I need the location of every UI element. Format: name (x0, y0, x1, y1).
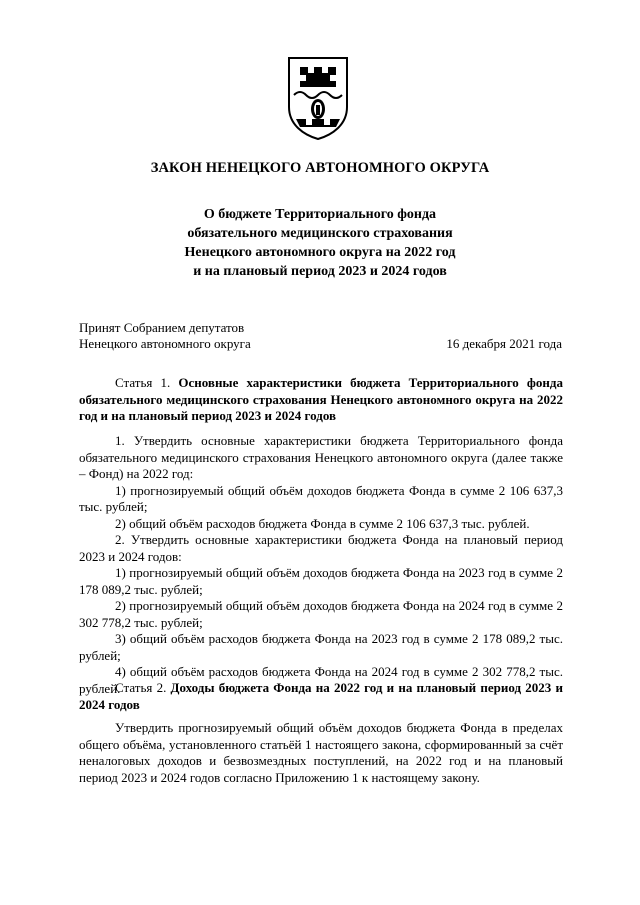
paragraph: 2) общий объём расходов бюджета Фонда в сумме 2 106 637,3 тыс. рублей. (115, 515, 530, 531)
subject-line: и на плановый период 2023 и 2024 годов (193, 264, 447, 279)
adoption-line: Ненецкого автономного округа (79, 336, 251, 351)
article-2-body (79, 720, 563, 786)
law-title: ЗАКОН НЕНЕЦКОГО АВТОНОМНОГО ОКРУГА (150, 160, 490, 176)
subject-line: обязательного медицинского страхования (187, 226, 453, 241)
adoption-line: Принят Собранием депутатов (79, 320, 245, 335)
adoption-info (79, 320, 251, 352)
paragraph: 2. Утвердить основные характеристики бюджета Фонда на плановый период 2023 и 2024 годов: (79, 532, 563, 564)
article-2-heading (79, 680, 563, 713)
article-label: Статья 1. (115, 375, 171, 390)
article-label: Статья 2. (115, 680, 167, 695)
paragraph: Утвердить прогнозируемый общий объём доходов бюджета Фонда в пределах общего объёма, установленного статьёй 1 настоящего закона, сформированный за счёт неналоговых доходов и безвозмездных поступлений, на 2022 год и на плановый период 2023 и 2024 годов согласно Приложению 1 к настоящему закону. (79, 720, 563, 785)
paragraph: 2) прогнозируемый общий объём доходов бюджета Фонда на 2024 год в сумме 2 302 778,2 тыс. рублей; (79, 598, 563, 630)
article-1-body (79, 433, 563, 697)
subject-line: Ненецкого автономного округа на 2022 год (184, 245, 456, 260)
coat-of-arms-emblem (286, 55, 350, 141)
article-title: Основные характеристики бюджета Территориального фонда обязательного медицинского страхования Ненецкого автономного округа на 2022 год и на плановый период 2023 и 2024 годов (79, 375, 563, 423)
subject-line: О бюджете Территориального фонда (203, 207, 437, 222)
article-title: Доходы бюджета Фонда на 2022 год и на плановый период 2023 и 2024 годов (79, 680, 563, 712)
adoption-date: 16 декабря 2021 года (446, 336, 562, 351)
article-1-heading (79, 375, 563, 425)
paragraph: 1) прогнозируемый общий объём доходов бюджета Фонда на 2023 год в сумме 2 178 089,2 тыс. рублей; (79, 565, 563, 597)
paragraph: 3) общий объём расходов бюджета Фонда на 2023 год в сумме 2 178 089,2 тыс. рублей; (79, 631, 563, 663)
paragraph: 4) общий объём расходов бюджета Фонда на 2024 год в сумме 2 302 778,2 тыс. рублей. (79, 664, 563, 696)
paragraph: 1. Утвердить основные характеристики бюджета Территориального фонда обязательного медицинского страхования Ненецкого автономного округа (далее также – Фонд) на 2022 год: (79, 433, 563, 481)
law-subject (70, 205, 570, 281)
paragraph: 1) прогнозируемый общий объём доходов бюджета Фонда в сумме 2 106 637,3 тыс. рублей; (79, 482, 563, 514)
